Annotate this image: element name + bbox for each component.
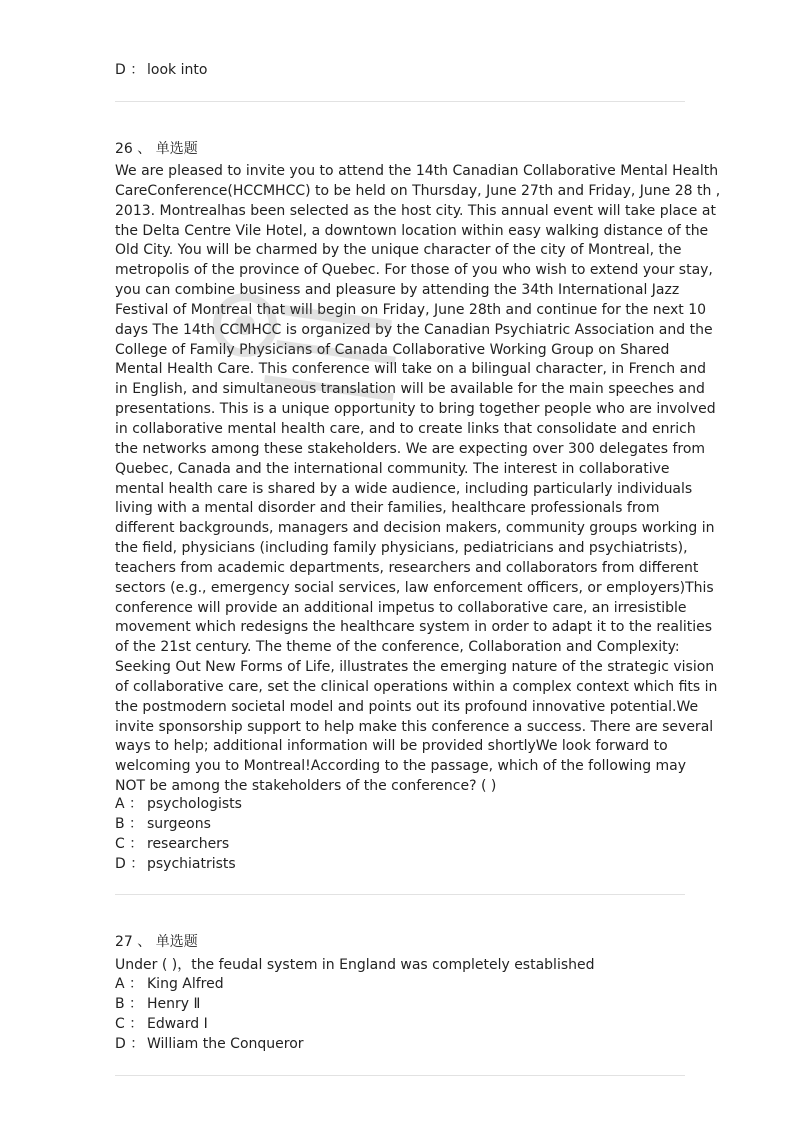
- passage-line: presentations. This is a unique opportunity to bring together people who are involved: [115, 401, 716, 418]
- passage-line: NOT be among the stakeholders of the conference? ( ): [115, 778, 497, 795]
- passage-line: of the 21st century. The theme of the conference, Collaboration and Complexity:: [115, 639, 680, 656]
- divider: [115, 894, 685, 895]
- passage-line: CareConference(HCCMHCC) to be held on Thursday, June 27th and Friday, June 28 th ,: [115, 182, 721, 199]
- option-text: researchers: [147, 836, 230, 852]
- option-b[interactable]: [115, 995, 200, 1015]
- passage-line: ways to help; additional information will be provided shortlyWe look forward to: [115, 738, 668, 755]
- divider: [115, 101, 685, 102]
- option-letter: D ：: [115, 1036, 145, 1052]
- option-d[interactable]: [115, 1035, 304, 1055]
- option-c[interactable]: [115, 1015, 208, 1035]
- option-text: William the Conqueror: [147, 1036, 304, 1052]
- passage-line: conference will provide an additional impetus to collaborative care, an irresistible: [115, 599, 687, 616]
- option-letter: B ：: [115, 816, 144, 832]
- question-26-header: 26 、 单选题: [115, 141, 198, 157]
- passage-line: the postmodern societal model and points out its profound innovative potential.We: [115, 698, 699, 715]
- option-a[interactable]: [115, 975, 224, 995]
- option-text: Edward Ⅰ: [147, 1016, 208, 1032]
- passage-line: metropolis of the province of Quebec. For those of you who wish to extend your stay,: [115, 262, 713, 279]
- passage-line: invite sponsorship support to help make this conference a success. There are several: [115, 718, 714, 735]
- option-text: Henry Ⅱ: [147, 996, 201, 1012]
- option-c[interactable]: [115, 835, 229, 855]
- option-letter: A ：: [115, 796, 144, 812]
- passage-line: the networks among these stakeholders. We are expecting over 300 delegates from: [115, 440, 706, 457]
- option-d[interactable]: [115, 855, 236, 875]
- passage-line: Quebec, Canada and the international community. The interest in collaborative: [115, 460, 670, 477]
- question-27-header: 27 、 单选题: [115, 934, 198, 950]
- passage-line: the Delta Centre Vile Hotel, a downtown location within easy walking distance of the: [115, 222, 709, 239]
- passage-line: College of Family Physicians of Canada Collaborative Working Group on Shared: [115, 341, 670, 358]
- option-text: look into: [147, 62, 208, 78]
- passage-line: in English, and simultaneous translation will be available for the main speeches and: [115, 381, 705, 398]
- option-b[interactable]: [115, 815, 211, 835]
- option-letter: D ：: [115, 856, 145, 872]
- passage-line: movement which redesigns the healthcare system in order to adapt it to the realities: [115, 619, 713, 636]
- passage-line: We are pleased to invite you to attend the 14th Canadian Collaborative Mental Health: [115, 163, 719, 179]
- option-a[interactable]: [115, 795, 242, 815]
- option-text: psychologists: [147, 796, 242, 812]
- passage-line: Festival of Montreal that will begin on Friday, June 28th and continue for the next 10: [115, 301, 707, 318]
- option-text: surgeons: [147, 816, 211, 832]
- option-row: [115, 61, 207, 81]
- passage-line: Seeking Out New Forms of Life, illustrates the emerging nature of the strategic vision: [115, 659, 715, 676]
- passage-line: you can combine business and pleasure by attending the 34th International Jazz: [115, 282, 680, 299]
- option-letter: B ：: [115, 996, 144, 1012]
- option-letter: D ：: [115, 62, 145, 78]
- passage-line: welcoming you to Montreal!According to the passage, which of the following may: [115, 758, 687, 775]
- passage-line: Mental Health Care. This conference will take on a bilingual character, in French and: [115, 361, 706, 378]
- option-text: psychiatrists: [147, 856, 236, 872]
- option-letter: C ：: [115, 1016, 144, 1032]
- divider: [115, 1075, 685, 1076]
- passage-line: different backgrounds, managers and decision makers, community groups working in: [115, 520, 715, 537]
- passage-line: in collaborative mental health care, and to create links that consolidate and enrich: [115, 420, 696, 437]
- passage-line: mental health care is shared by a wide audience, including particularly individuals: [115, 480, 693, 497]
- passage-line: sectors (e.g., emergency social services, law enforcement officers, or employers)This: [115, 579, 714, 596]
- passage-line: 2013. Montrealhas been selected as the host city. This annual event will take place at: [115, 202, 716, 219]
- option-text: King Alfred: [147, 976, 224, 992]
- question-26-passage: [115, 162, 721, 797]
- passage-line: days The 14th CCMHCC is organized by the Canadian Psychiatric Association and the: [115, 321, 713, 338]
- passage-line: living with a mental disorder and their families, healthcare professionals from: [115, 500, 660, 517]
- passage-line: teachers from academic departments, researchers and collaborators from different: [115, 559, 699, 576]
- option-letter: C ：: [115, 836, 144, 852]
- question-27-text: Under ( )，the feudal system in England was completely established: [115, 957, 595, 973]
- option-letter: A ：: [115, 976, 144, 992]
- passage-line: Old City. You will be charmed by the unique character of the city of Montreal, the: [115, 242, 682, 259]
- passage-line: of collaborative care, set the clinical operations within a complex context which fits in: [115, 678, 718, 695]
- passage-line: the field, physicians (including family physicians, pediatricians and psychiatrists),: [115, 540, 688, 557]
